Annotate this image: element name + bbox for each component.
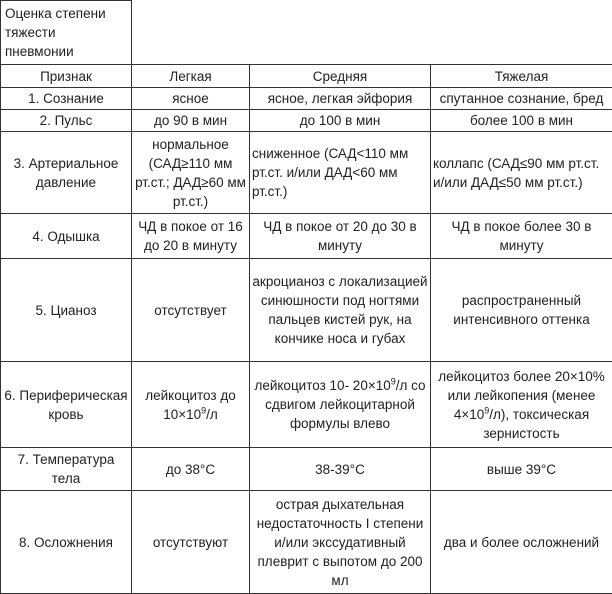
sign-cell: 1. Сознание	[1, 88, 132, 110]
mild-cell: лейкоцитоз до $10\times 10^9/л$	[132, 362, 250, 448]
table-title: Оценка степени тяжести пневмонии	[1, 1, 132, 65]
table-row	[1, 88, 612, 110]
mild-cell: ясное	[132, 88, 250, 110]
sign-cell: 6. Периферическая кровь	[1, 362, 132, 448]
table-row	[1, 214, 612, 259]
sign-cell: 7. Температура тела	[1, 448, 132, 491]
severe-cell: распространенный интенсивного оттенка	[431, 259, 612, 362]
mild-cell: отсутствует	[132, 259, 250, 362]
mild-cell: отсутствуют	[132, 491, 250, 594]
sign-cell: 2. Пульс	[1, 110, 132, 132]
header-row	[1, 65, 612, 88]
header-sign: Признак	[1, 65, 132, 88]
title-row	[1, 1, 612, 65]
moderate-cell: сниженное (САД<110 мм рт.ст. и/или ДАД<60 мм рт.ст.)	[250, 132, 431, 214]
sign-cell: 4. Одышка	[1, 214, 132, 259]
header-mild: Легкая	[132, 65, 250, 88]
header-moderate: Средняя	[250, 65, 431, 88]
moderate-cell: ЧД в покое от 20 до 30 в минуту	[250, 214, 431, 259]
sign-cell: 3. Артериальное давление	[1, 132, 132, 214]
severe-cell: более 100 в мин	[431, 110, 612, 132]
moderate-cell: острая дыхательная недостаточность I степени и/или экссудативный плеврит с выпотом до 200 мл	[250, 491, 431, 594]
header-severe: Тяжелая	[431, 65, 612, 88]
severe-cell: лейкоцитоз более 20×10% или лейкопения (менее $4\times 10^9/л$), токсическая зернистость	[431, 362, 612, 448]
moderate-cell: ясное, легкая эйфория	[250, 88, 431, 110]
mild-cell: нормальное (САД≥110 мм рт.ст.; ДАД≥60 мм рт.ст.)	[132, 132, 250, 214]
severe-cell: два и более осложнений	[431, 491, 612, 594]
severe-cell: ЧД в покое более 30 в минуту	[431, 214, 612, 259]
severe-cell: коллапс (САД≤90 мм рт.ст. и/или ДАД≤50 мм рт.ст.)	[431, 132, 612, 214]
sign-cell: 8. Осложнения	[1, 491, 132, 594]
table-row	[1, 448, 612, 491]
severe-cell: спутанное сознание, бред	[431, 88, 612, 110]
table-row	[1, 132, 612, 214]
moderate-cell: до 100 в мин	[250, 110, 431, 132]
title-blank	[132, 1, 612, 65]
severe-cell: выше 39°С	[431, 448, 612, 491]
table-row	[1, 491, 612, 594]
moderate-cell: 38-39°С	[250, 448, 431, 491]
mild-cell: до 38°С	[132, 448, 250, 491]
mild-cell: до 90 в мин	[132, 110, 250, 132]
table-row	[1, 362, 612, 448]
table-row	[1, 110, 612, 132]
mild-cell: ЧД в покое от 16 до 20 в минуту	[132, 214, 250, 259]
moderate-cell: лейкоцитоз 10- $20\times 10^9/л$ со сдвигом лейкоцитарной формулы влево	[250, 362, 431, 448]
table-row	[1, 259, 612, 362]
sign-cell: 5. Цианоз	[1, 259, 132, 362]
moderate-cell: акроцианоз с локализацией синюшности под ногтями пальцев кистей рук, на кончике носа и губах	[250, 259, 431, 362]
